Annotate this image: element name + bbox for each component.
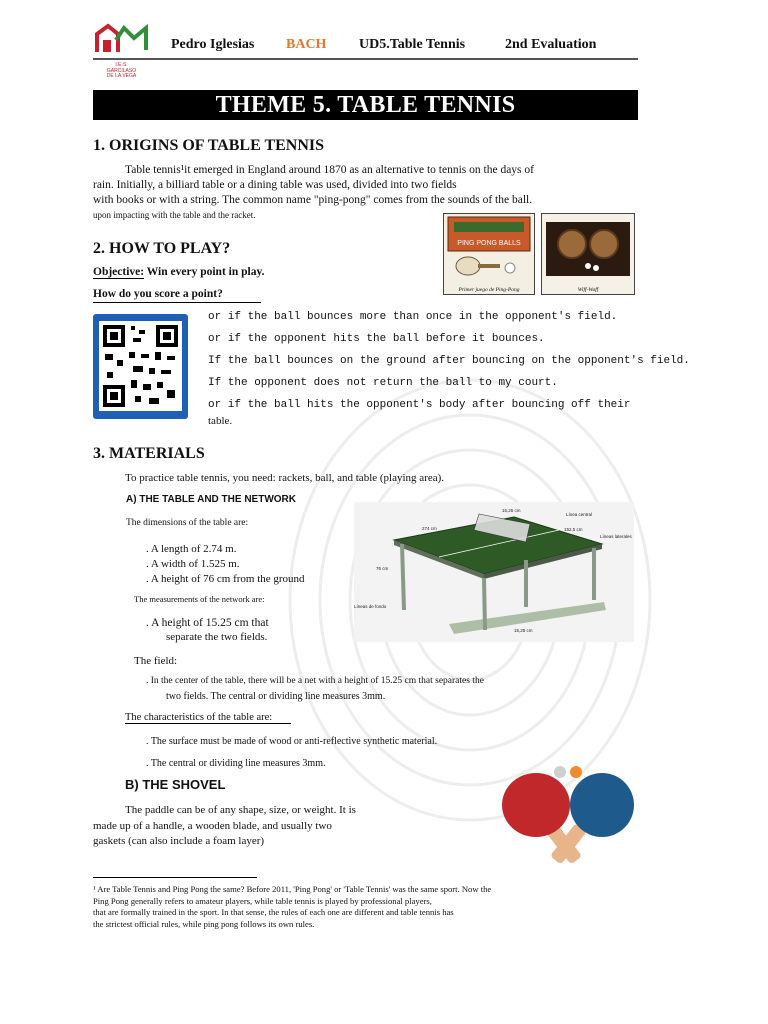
logo-line: DE LA VEGA bbox=[106, 73, 137, 79]
photo-wiff-waff bbox=[541, 213, 635, 295]
photo-first-ping-pong-game bbox=[443, 213, 535, 295]
label-center-line: Línea central bbox=[566, 512, 593, 517]
footnote bbox=[93, 884, 491, 930]
photo-box-text: PING PONG BALLS bbox=[457, 240, 521, 247]
qr-code bbox=[93, 314, 188, 419]
footnote-divider bbox=[93, 877, 257, 878]
header-evaluation: 2nd Evaluation bbox=[505, 37, 597, 52]
label-height: 76 cm bbox=[376, 566, 389, 571]
objective-label: Objective: bbox=[93, 266, 145, 278]
header-author: Pedro Iglesias bbox=[171, 37, 255, 52]
red-paddle bbox=[502, 773, 570, 837]
dimension-item: . A height of 76 cm from the ground bbox=[146, 573, 305, 585]
dimension-item: . A width of 1.525 m. bbox=[146, 558, 240, 570]
dimensions-intro: The dimensions of the table are: bbox=[126, 518, 249, 528]
field-label: The field: bbox=[134, 655, 178, 667]
header-unit: UD5.Table Tennis bbox=[359, 37, 466, 52]
origins-line: rain. Initially, a billiard table or a dining table was used, divided into two fields bbox=[93, 179, 457, 191]
label-side-lines: Líneas laterales bbox=[600, 534, 632, 539]
qr-code-icon bbox=[93, 314, 188, 419]
paddles-illustration bbox=[498, 763, 638, 868]
origins-line: Table tennis¹it emerged in England around 1870 as an alternative to tennis on the days of bbox=[125, 164, 534, 176]
photo2-caption: Wiff-Waff bbox=[577, 287, 599, 293]
header-divider bbox=[93, 58, 638, 60]
paddle-line: The paddle can be of any shape, size, or weight. It is bbox=[125, 804, 356, 816]
blue-paddle bbox=[570, 773, 634, 837]
rule-item: If the ball bounces on the ground after bouncing on the opponent's field. bbox=[208, 355, 690, 367]
field-line: two fields. The central or dividing line measures 3mm. bbox=[166, 691, 386, 702]
footnote-line: Ping Pong generally refers to amateur players, while table tennis is played by professional players, bbox=[93, 895, 432, 906]
rule-item: or if the ball hits the opponent's body after bouncing off their bbox=[208, 399, 631, 411]
school-logo bbox=[94, 20, 149, 79]
header-course: BACH bbox=[286, 37, 327, 52]
label-bottom: 15,25 cm bbox=[514, 628, 533, 633]
logo-icon bbox=[94, 20, 149, 58]
rule-tail: table. bbox=[208, 415, 233, 427]
score-question: How do you score a point? bbox=[93, 287, 261, 303]
origins-small-line: upon impacting with the table and the racket. bbox=[93, 210, 256, 220]
logo-line: GARCILASO bbox=[106, 67, 137, 74]
field-line: . In the center of the table, there will be a net with a height of 15.25 cm that separates the bbox=[146, 676, 484, 686]
white-ball bbox=[554, 766, 566, 778]
label-width: 152,5 cm bbox=[564, 527, 583, 532]
table-diagram bbox=[354, 502, 634, 642]
characteristic-item: . The central or dividing line measures 3mm. bbox=[146, 758, 326, 769]
footnote-line: the strictest official rules, while ping pong follows its own rules. bbox=[93, 918, 315, 929]
subheading-shovel: B) THE SHOVEL bbox=[125, 777, 226, 792]
rule-item: or if the ball bounces more than once in the opponent's field. bbox=[208, 311, 618, 323]
origins-line: with books or with a string. The common name "ping-pong" comes from the sounds of the ball. bbox=[93, 194, 533, 206]
paddle-line: made up of a handle, a wooden blade, and usually two bbox=[93, 820, 332, 832]
label-end-lines: Líneas de fondo bbox=[354, 604, 387, 609]
net-line: separate the two fields. bbox=[166, 631, 268, 643]
net-line: . A height of 15.25 cm that bbox=[146, 617, 269, 629]
orange-ball bbox=[570, 766, 582, 778]
section-heading-how-to-play: 2. HOW TO PLAY? bbox=[93, 240, 231, 257]
vintage-box-image bbox=[444, 214, 534, 282]
label-length: 274 cm bbox=[422, 526, 437, 531]
characteristic-item: . The surface must be made of wood or anti-reflective synthetic material. bbox=[146, 736, 438, 747]
net-intro: The measurements of the network are: bbox=[134, 594, 265, 604]
objective-text: Win every point in play. bbox=[144, 266, 265, 278]
footnote-line: that are formally trained in the sport. In that sense, the rules of each one are different and table tennis has bbox=[93, 907, 454, 917]
characteristics-intro: The characteristics of the table are: bbox=[125, 712, 291, 724]
section-heading-origins: 1. ORIGINS OF TABLE TENNIS bbox=[93, 137, 325, 154]
section-heading-materials: 3. MATERIALS bbox=[93, 445, 205, 462]
rule-item: or if the opponent hits the ball before it bounces. bbox=[208, 333, 545, 345]
vintage-rackets-image bbox=[542, 214, 634, 282]
logo-line: I.E.S. bbox=[115, 62, 128, 68]
photo1-caption: Primer juego de Ping-Pong bbox=[458, 287, 520, 293]
rule-item: If the opponent does not return the ball to my court. bbox=[208, 377, 558, 389]
footnote-line: ¹ Are Table Tennis and Ping Pong the same? Before 2011, 'Ping Pong' or 'Table Tennis' was the same sport. Now the bbox=[93, 884, 492, 894]
subheading-table-network: A) THE TABLE AND THE NETWORK bbox=[126, 494, 296, 505]
materials-intro: To practice table tennis, you need: rackets, ball, and table (playing area). bbox=[125, 472, 445, 484]
label-net-height: 15,25 cm bbox=[502, 508, 521, 513]
dimension-item: . A length of 2.74 m. bbox=[146, 543, 237, 555]
paddle-line: gaskets (can also include a foam layer) bbox=[93, 835, 265, 847]
page-title: THEME 5. TABLE TENNIS bbox=[93, 90, 638, 120]
objective-line bbox=[93, 265, 264, 280]
